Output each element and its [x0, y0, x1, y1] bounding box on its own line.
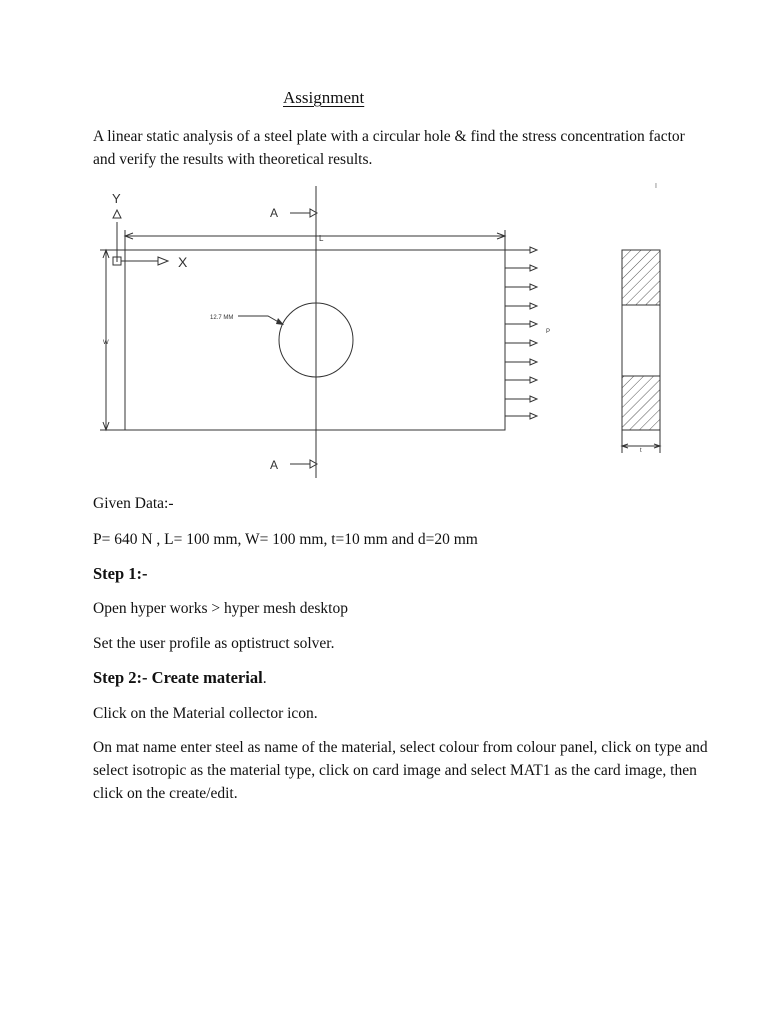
page-title: Assignment — [283, 88, 365, 107]
step2-heading-row — [93, 666, 733, 690]
step1-heading: Step 1:- — [93, 564, 148, 583]
load-arrows — [505, 247, 537, 419]
y-axis-label: Y — [112, 191, 121, 206]
hole-leader-line — [238, 316, 282, 324]
y-axis-arrow — [113, 210, 121, 218]
plate-drawing — [0, 178, 768, 488]
step2-heading: Step 2:- Create material — [93, 668, 263, 687]
width-label: W — [103, 340, 109, 346]
step2-heading-tail: . — [262, 670, 267, 687]
step1-line1: Open hyper works > hyper mesh desktop — [93, 600, 348, 617]
section-label-top: A — [270, 206, 279, 220]
stray-mark: I — [655, 183, 657, 190]
plate-outline — [125, 250, 505, 430]
length-label: L — [319, 234, 324, 243]
thickness-label: t — [640, 448, 642, 454]
given-data-heading: Given Data:- — [93, 495, 174, 512]
section-hatch-bottom — [622, 376, 660, 430]
intro-paragraph: A linear static analysis of a steel plate with a circular hole & find the stress concentration factor and verify the results with theoretical results. — [93, 128, 685, 168]
x-axis-label: X — [178, 254, 188, 270]
step2-line2: On mat name enter steel as name of the material, select colour from colour panel, click on type and select isotropic as the material type, click on card image and select MAT1 as the card image, then click on the create/edit. — [93, 739, 708, 802]
step2-line1: Click on the Material collector icon. — [93, 705, 318, 722]
hole-leader-arrow — [276, 318, 284, 325]
given-data-values: P= 640 N , L= 100 mm, W= 100 mm, t=10 mm and d=20 mm — [93, 531, 478, 548]
plate-drawing-svg — [0, 178, 768, 488]
section-hatch-top — [622, 250, 660, 305]
x-axis-arrow — [158, 257, 168, 265]
hole-diameter-label: 12.7 MM — [210, 315, 234, 321]
load-label: P — [546, 329, 551, 335]
section-label-bottom: A — [270, 458, 279, 472]
step1-line2: Set the user profile as optistruct solver. — [93, 635, 335, 652]
